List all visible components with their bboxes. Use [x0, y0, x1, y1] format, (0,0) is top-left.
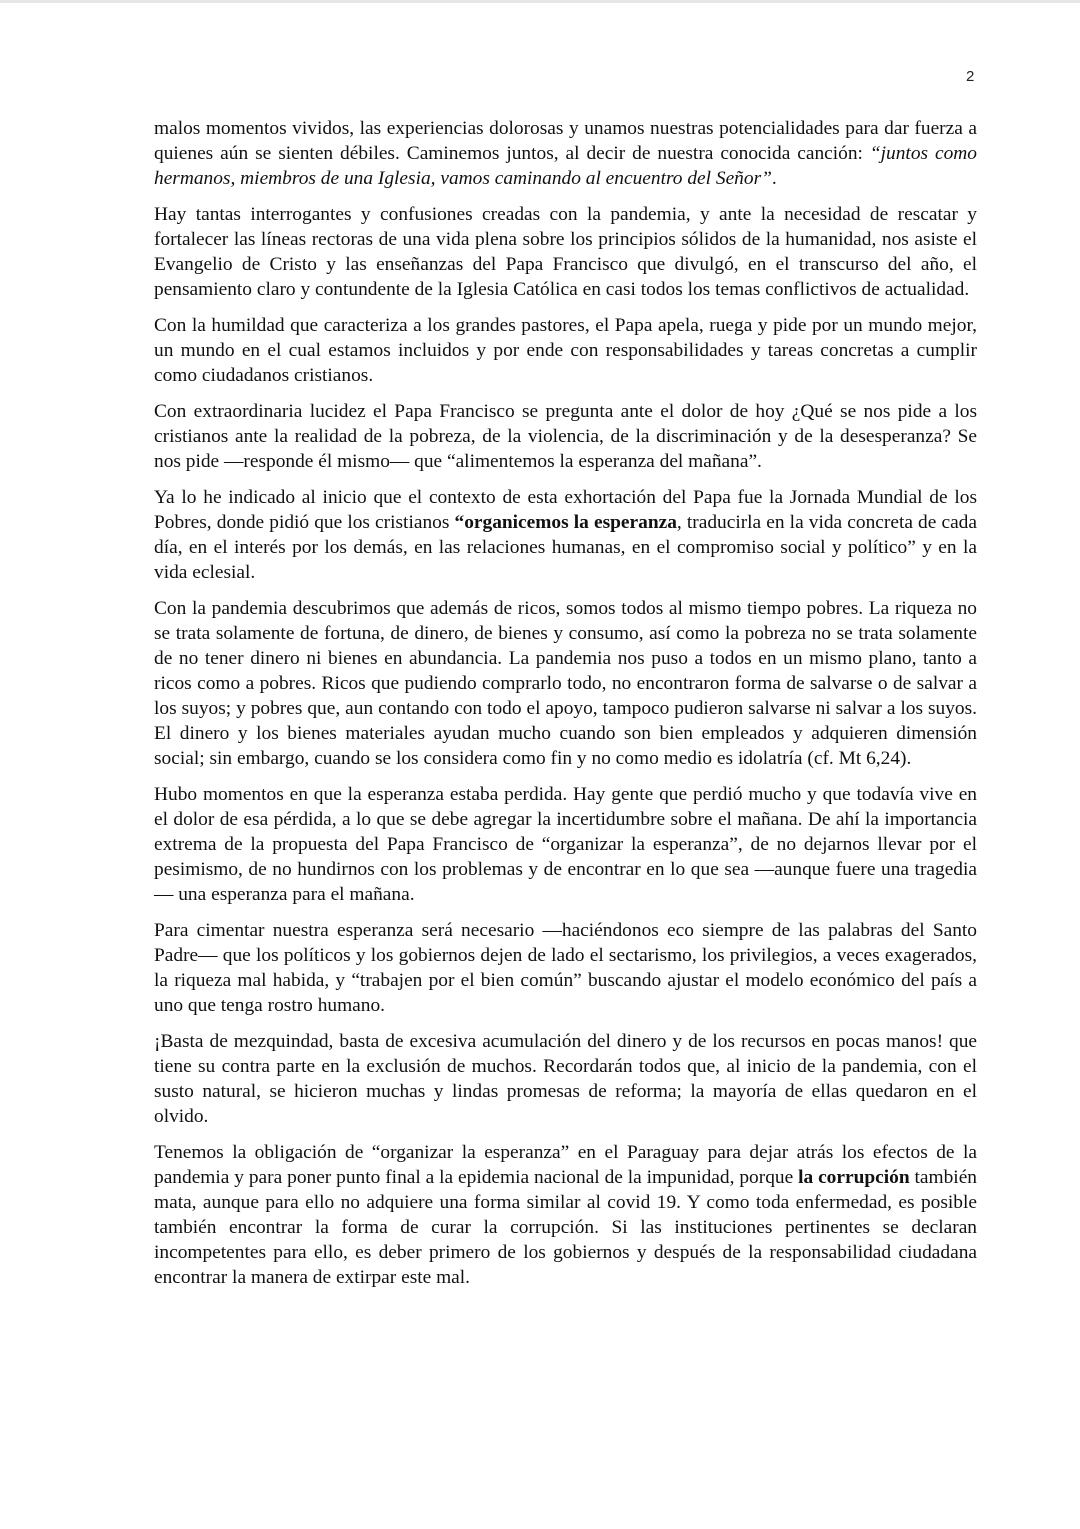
paragraph-5-text: Ya lo he indicado al inicio que el contexto de esta exhortación del Papa fue la Jornada Mundial de los Pobres, donde pidió que los cristianos	[154, 487, 977, 533]
paragraph-5	[154, 485, 977, 585]
page-top-edge	[0, 0, 1080, 3]
paragraph-1	[154, 116, 977, 191]
paragraph-1-end: .	[771, 168, 777, 189]
bold-phrase-organicemos: “organicemos la esperanza	[454, 512, 677, 533]
page-number: 2	[966, 68, 975, 85]
paragraph-6: Con la pandemia descubrimos que además de ricos, somos todos al mismo tiempo pobres. La riqueza no se trata solamente de fortuna, de dinero, de bienes y consumo, así como la pobreza no se trata solamente de no tener dinero ni bienes en abundancia. La pandemia nos puso a todos en un mismo plano, tanto a ricos como a pobres. Ricos que pudiendo comprarlo todo, no encontraron forma de salvarse o de salvar a los suyos; y pobres que, aun contando con todo el apoyo, tampoco pudieron salvarse ni salvar a los suyos. El dinero y los bienes materiales ayudan mucho cuando son bien empleados y adquieren dimensión social; sin embargo, cuando se los considera como fin y no como medio es idolatría (cf. Mt 6,24).	[154, 598, 977, 769]
paragraph-4: Con extraordinaria lucidez el Papa Francisco se pregunta ante el dolor de hoy ¿Qué se nos pide a los cristianos ante la realidad de la pobreza, de la violencia, de la discriminación y de la desesperanza? Se nos pide —responde él mismo— que “alimentemos la esperanza del mañana”.	[154, 401, 977, 472]
paragraph-2: Hay tantas interrogantes y confusiones creadas con la pandemia, y ante la necesidad de rescatar y fortalecer las líneas rectoras de una vida plena sobre los principios sólidos de la humanidad, nos asiste el Evangelio de Cristo y las enseñanzas del Papa Francisco que divulgó, en el transcurso del año, el pensamiento claro y contundente de la Iglesia Católica en casi todos los temas conflictivos de actualidad.	[154, 204, 977, 300]
paragraph-8: Para cimentar nuestra esperanza será necesario —haciéndonos eco siempre de las palabras del Santo Padre— que los políticos y los gobiernos dejen de lado el sectarismo, los privilegios, a veces exagerados, la riqueza mal habida, y “trabajen por el bien común” buscando ajustar el modelo económico del país a uno que tenga rostro humano.	[154, 920, 977, 1016]
paragraph-7: Hubo momentos en que la esperanza estaba perdida. Hay gente que perdió mucho y que todavía vive en el dolor de esa pérdida, a lo que se debe agregar la incertidumbre sobre el mañana. De ahí la importancia extrema de la propuesta del Papa Francisco de “organizar la esperanza”, de no dejarnos llevar por el pesimismo, de no hundirnos con los problemas y de encontrar en lo que sea —aunque fuere una tragedia— una esperanza para el mañana.	[154, 784, 977, 905]
paragraph-5-end: , traducirla en la vida concreta de cada día, en el interés por los demás, en las relaciones humanas, en el compromiso social y político” y en la vida eclesial.	[154, 512, 977, 583]
paragraph-1-text: malos momentos vividos, las experiencias dolorosas y unamos nuestras potencialidades para dar fuerza a quienes aún se sienten débiles. Caminemos juntos, al decir de nuestra conocida canción:	[154, 118, 977, 164]
paragraph-10-end: también mata, aunque para ello no adquiere una forma similar al covid 19. Y como toda enfermedad, es posible también encontrar la forma de curar la corrupción. Si las instituciones pertinentes se declaran incompetentes para ello, es deber primero de los gobiernos y después de la responsabilidad ciudadana encontrar la manera de extirpar este mal.	[154, 1167, 977, 1288]
paragraph-10	[154, 1140, 977, 1290]
bold-phrase-corrupcion: la corrupción	[798, 1167, 910, 1188]
document-body	[154, 116, 977, 1301]
song-quote: “juntos como hermanos, miembros de una Iglesia, vamos caminando al encuentro del Señor”	[154, 143, 978, 189]
paragraph-10-text: Tenemos la obligación de “organizar la esperanza” en el Paraguay para dejar atrás los efectos de la pandemia y para poner punto final a la epidemia nacional de la impunidad, porque	[154, 1142, 977, 1188]
paragraph-9: ¡Basta de mezquindad, basta de excesiva acumulación del dinero y de los recursos en pocas manos! que tiene su contra parte en la exclusión de muchos. Recordarán todos que, al inicio de la pandemia, con el susto natural, se hicieron muchas y lindas promesas de reforma; la mayoría de ellas quedaron en el olvido.	[154, 1031, 977, 1127]
paragraph-3: Con la humildad que caracteriza a los grandes pastores, el Papa apela, ruega y pide por un mundo mejor, un mundo en el cual estamos incluidos y por ende con responsabilidades y tareas concretas a cumplir como ciudadanos cristianos.	[154, 315, 977, 386]
